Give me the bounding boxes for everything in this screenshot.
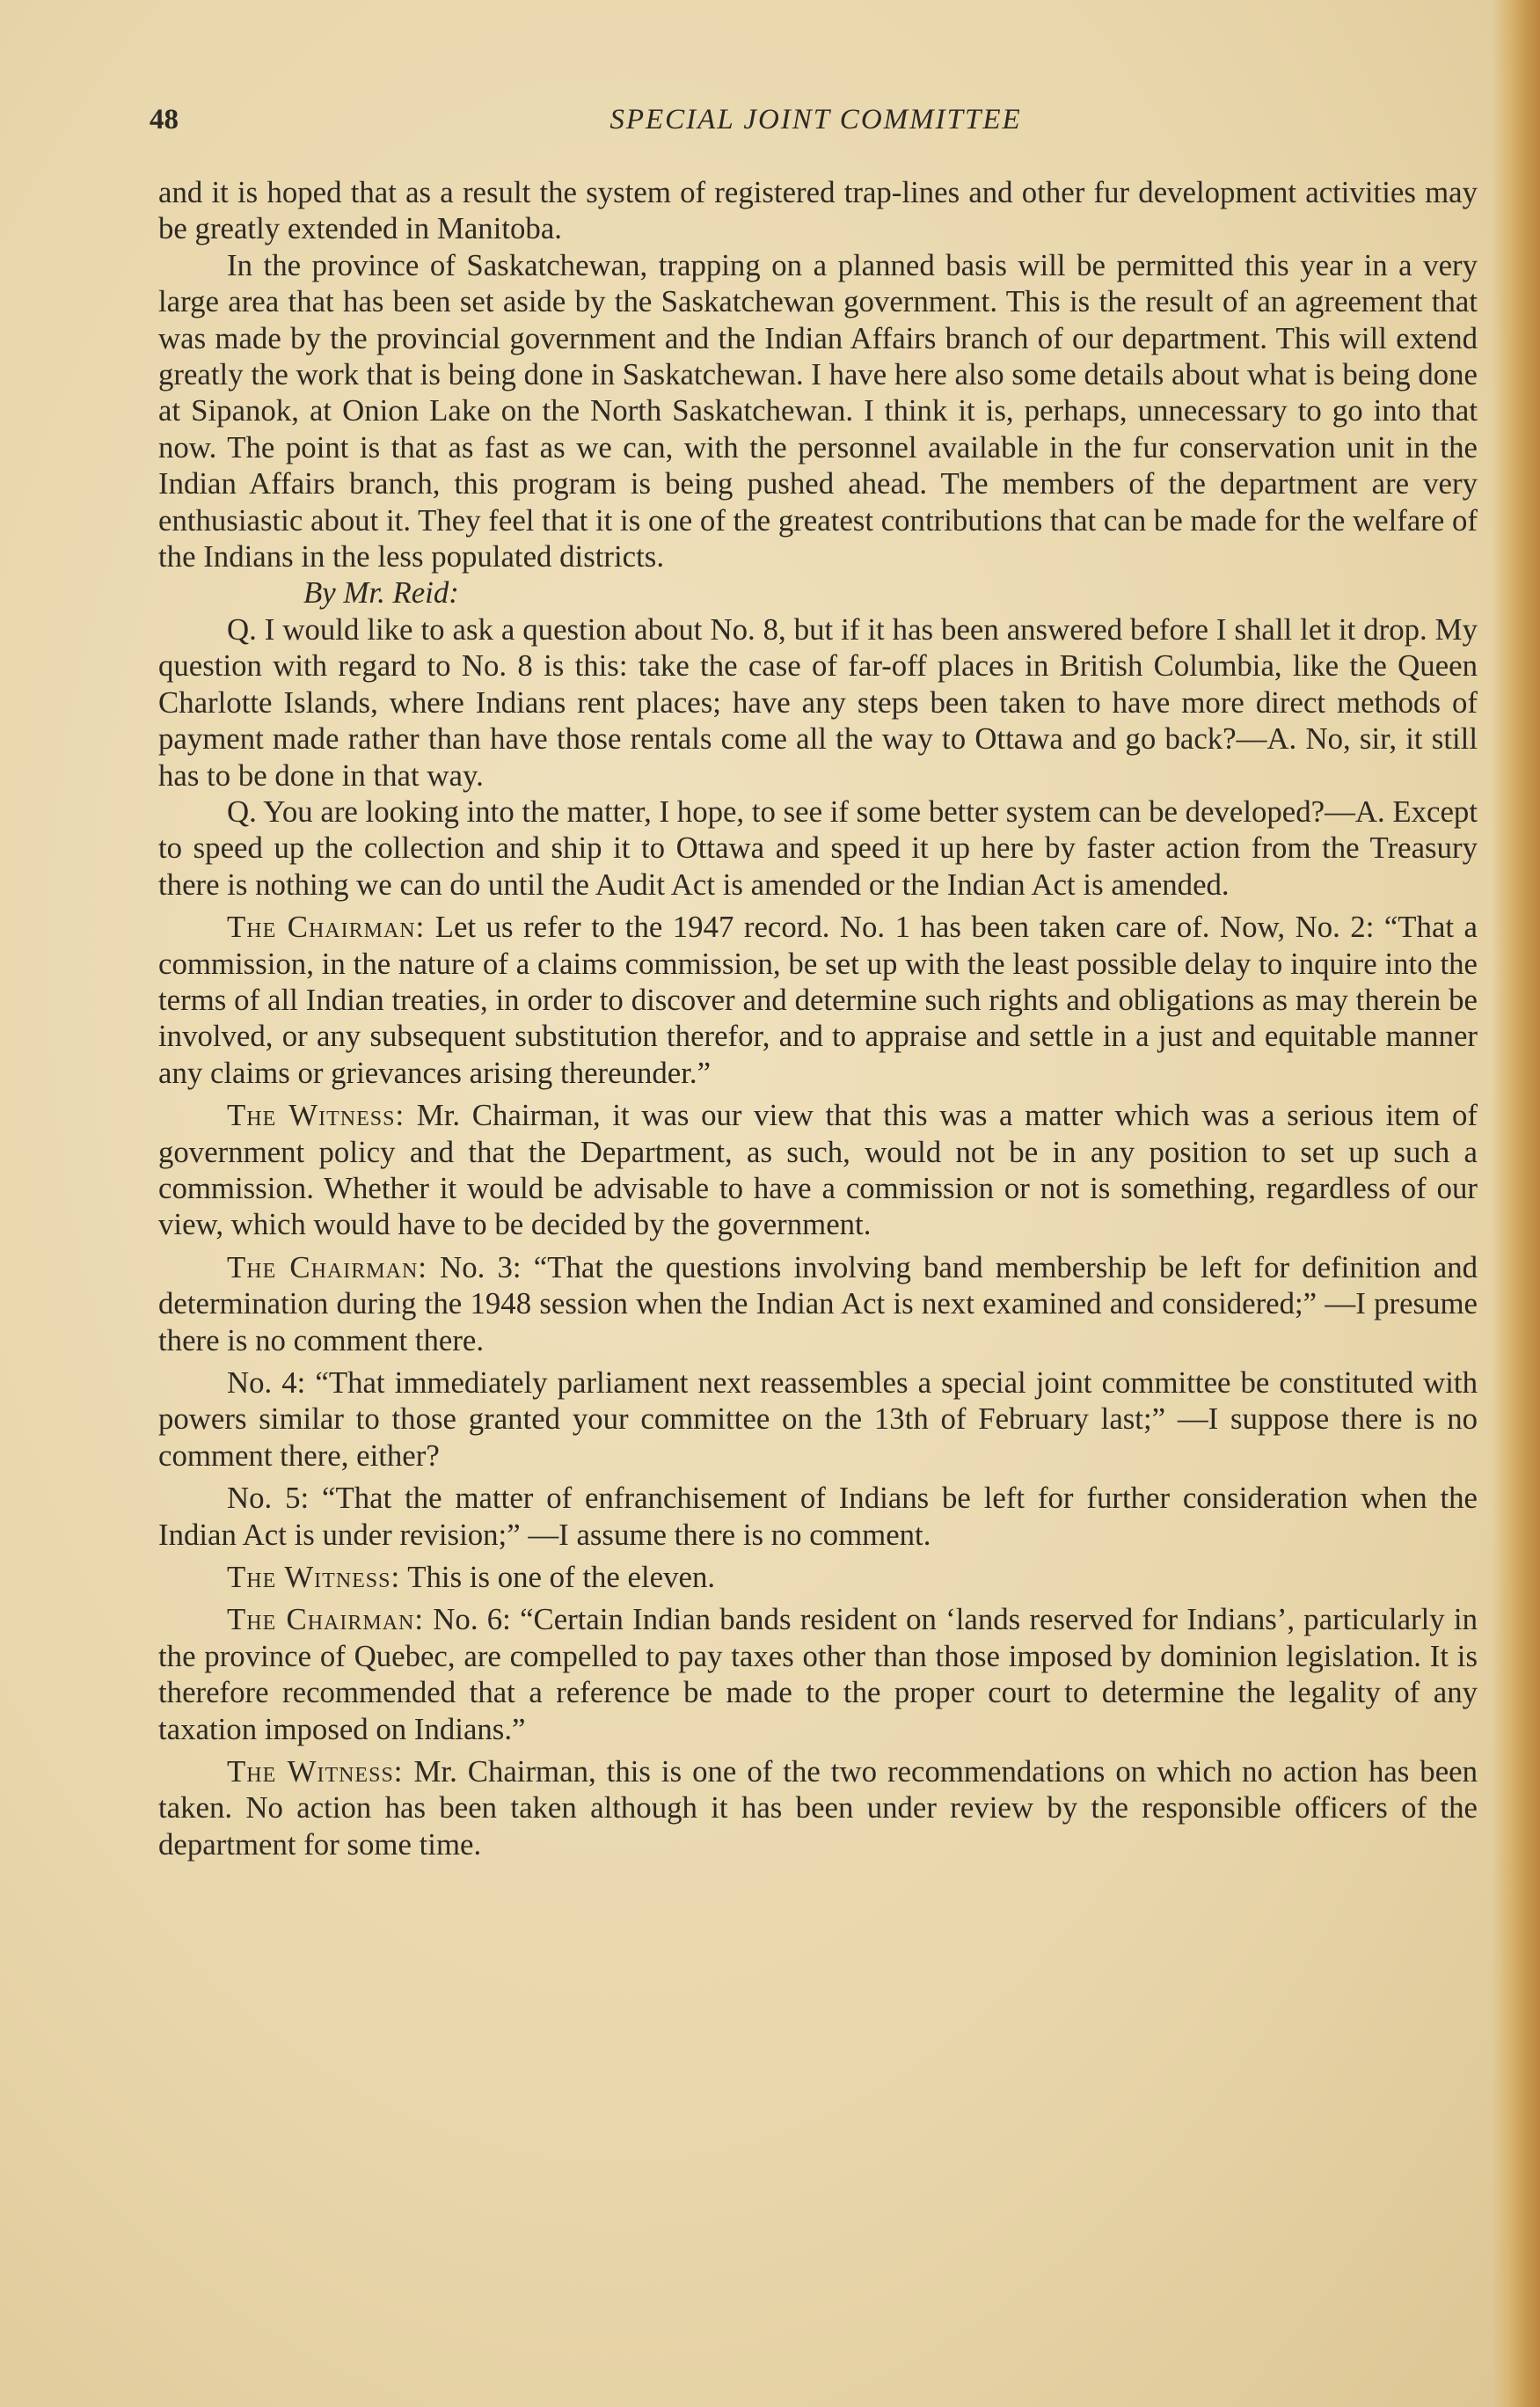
paragraph: No. 4: “That immediately parliament next reassembles a special joint committee be constituted with powers similar to those granted your committee on the 13th of February last;” —I suppose there is no comment there, either?	[158, 1365, 1478, 1473]
page-edge-stain	[1492, 0, 1540, 2407]
paragraph: Q. I would like to ask a question about No. 8, but if it has been answered before I shall let it drop. My question with regard to No. 8 is this: take the case of far-off places in British Columbia, like the Queen Charlotte Islands, where Indians rent places; have any steps been taken to have more direct methods of payment made rather than have those rentals come all the way to Ottawa and go back?—A. No, sir, it still has to be done in that way.	[158, 611, 1478, 793]
running-head: SPECIAL JOINT COMMITTEE	[609, 104, 1022, 135]
paragraph	[158, 1559, 1478, 1595]
speaker-label: The Chairman:	[227, 1249, 427, 1284]
paragraph	[158, 1249, 1478, 1358]
page-number: 48	[150, 104, 179, 135]
paragraph: No. 5: “That the matter of enfranchisement of Indians be left for further consideration when the Indian Act is under revision;” —I assume there is no comment.	[158, 1481, 1478, 1552]
paragraph: and it is hoped that as a result the system of registered trap-lines and other fur development activities may be greatly extended in Manitoba.	[158, 175, 1478, 246]
speech-text: Let us refer to the 1947 record. No. 1 has been taken care of. Now, No. 2: “That a commission, in the nature of a claims commission, be set up with the least possible delay to inquire into the terms of all Indian treaties, in order to discover and determine such rights and obligations as may therein be involved, or any subsequent substitution therefor, and to appraise and settle in a just and equitable manner any claims or grievances arising thereunder.”	[158, 910, 1478, 1090]
paragraph	[158, 1097, 1478, 1243]
body-text	[158, 174, 1478, 1862]
speaker-label: The Witness:	[227, 1754, 404, 1789]
speaker-label: The Witness:	[227, 1098, 405, 1133]
paragraph	[158, 1753, 1478, 1862]
questioner-heading: By Mr. Reid:	[303, 575, 459, 611]
speech-text: No. 6: “Certain Indian bands resident on ‘lands reserved for Indians’, particularly in the province of Quebec, are compelled to pay taxes other than those imposed by dominion legislation. It is therefore recommended that a reference be made to the proper court to determine the legality of any taxation imposed on Indians.”	[158, 1602, 1478, 1746]
paragraph: Q. You are looking into the matter, I hope, to see if some better system can be developed?—A. Except to speed up the collection and ship it to Ottawa and speed it up here by faster action from the Treasury there is nothing we can do until the Audit Act is amended or the Indian Act is amended.	[158, 794, 1478, 902]
paragraph: In the province of Saskatchewan, trapping on a planned basis will be permitted this year in a very large area that has been set aside by the Saskatchewan government. This is the result of an agreement that was made by the provincial government and the Indian Affairs branch of our department. This will extend greatly the work that is being done in Saskatchewan. I have here also some details about what is being done at Sipanok, at Onion Lake on the North Saskatchewan. I think it is, perhaps, unnecessary to go into that now. The point is that as fast as we can, with the personnel available in the fur conservation unit in the Indian Affairs branch, this program is being pushed ahead. The members of the department are very enthusiastic about it. They feel that it is one of the greatest contributions that can be made for the welfare of the Indians in the less populated districts.	[158, 247, 1478, 574]
paragraph	[158, 909, 1478, 1091]
paragraph	[158, 1601, 1478, 1747]
speaker-label: The Chairman:	[227, 910, 426, 945]
page-header	[150, 104, 1482, 148]
speech-text: Mr. Chairman, this is one of the two recommendations on which no action has been taken. No action has been taken although it has been under review by the responsible officers of the department for some time.	[158, 1754, 1478, 1862]
speech-text: Mr. Chairman, it was our view that this was a matter which was a serious item of government policy and that the Department, as such, would not be in any position to set up such a commission. Whether it would be advisable to have a commission or not is something, regardless of our view, which would have to be decided by the government.	[158, 1098, 1478, 1242]
speech-text: This is one of the eleven.	[400, 1560, 716, 1595]
speaker-label: The Chairman:	[227, 1602, 425, 1637]
speaker-label: The Witness:	[227, 1560, 401, 1595]
speech-text: No. 3: “That the questions involving band membership be left for definition and determination during the 1948 session when the Indian Act is next examined and considered;” —I presume there is no comment there.	[158, 1249, 1478, 1357]
